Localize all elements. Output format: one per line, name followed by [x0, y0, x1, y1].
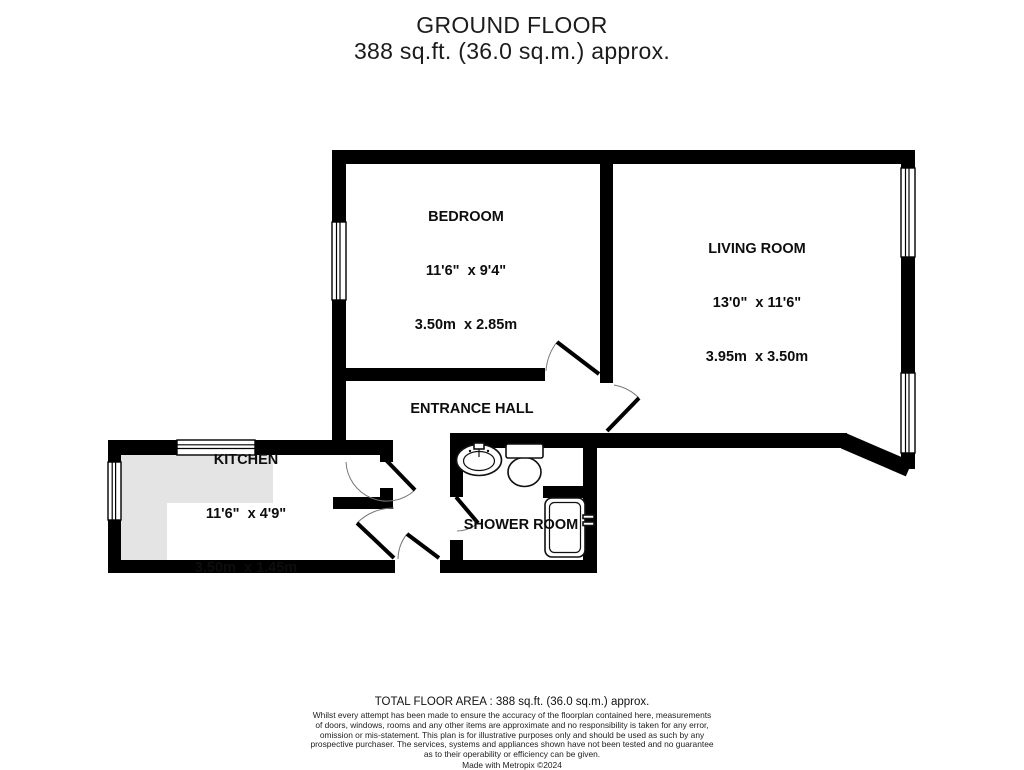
metropix-credit: Made with Metropix ©2024: [462, 759, 562, 770]
kitchen-window-left: [108, 462, 121, 520]
room-dims-metric: 3.50m x 1.45m: [194, 560, 298, 576]
room-name: LIVING ROOM: [708, 241, 806, 257]
room-dims-metric: 3.95m x 3.50m: [705, 349, 809, 365]
disclaimer-line: as to their operability or efficiency can be given.: [423, 749, 601, 760]
total-floor-area: TOTAL FLOOR AREA : 388 sq.ft. (36.0 sq.m.) approx.: [374, 696, 650, 708]
wall-segment: [332, 150, 346, 222]
room-name: ENTRANCE HALL: [410, 401, 534, 417]
room-dims-imperial: 11'6" x 9'4": [425, 263, 507, 279]
bedroom-window: [332, 222, 346, 300]
bedroom-door: [546, 342, 599, 374]
room-dims-imperial: 11'6" x 4'9": [205, 506, 287, 522]
shower-room-label: [464, 480, 578, 570]
disclaimer-line: of doors, windows, rooms and any other items are approximate and no responsibility is taken for any error,: [315, 719, 709, 730]
wall-segment-stub-post: [380, 488, 393, 509]
room-name: KITCHEN: [213, 452, 279, 468]
wall-segment-chamfer: [844, 441, 909, 469]
disclaimer-line: omission or mis-statement. This plan is for illustrative purposes only and should be used as such by any: [319, 729, 705, 740]
hall-door: [398, 534, 439, 559]
wall-segment-shower-left: [450, 540, 463, 573]
front-door: [357, 508, 394, 558]
living-room-window-lower: [901, 373, 915, 453]
wall-segment-kitchen-left: [108, 440, 121, 462]
living-room-label: [706, 204, 808, 402]
room-name: BEDROOM: [428, 209, 504, 225]
wall-segment-door-post: [380, 440, 393, 462]
kitchen-label: [195, 415, 297, 613]
room-name: SHOWER ROOM: [463, 517, 579, 533]
footer: [0, 696, 1024, 770]
living-room-window-upper: [901, 168, 915, 257]
floor-area-subtitle: 388 sq.ft. (36.0 sq.m.) approx.: [353, 38, 671, 64]
room-dims-metric: 3.50m x 2.85m: [414, 317, 518, 333]
living-room-door: [607, 385, 639, 431]
disclaimer-line: prospective purchaser. The services, systems and appliances shown have not been tested and no guarantee: [310, 739, 714, 750]
wall-segment: [901, 257, 915, 373]
floor-title: GROUND FLOOR: [416, 12, 608, 38]
disclaimer: [0, 711, 1024, 760]
wall-segment-room-divider: [600, 150, 613, 383]
disclaimer-line: Whilst every attempt has been made to ensure the accuracy of the floorplan contained here, measurements: [312, 710, 712, 720]
bedroom-label: [415, 172, 517, 370]
wall-segment: [901, 150, 915, 168]
room-dims-imperial: 13'0" x 11'6": [712, 295, 802, 311]
wall-segment: [332, 150, 915, 164]
entrance-hall-label: [410, 364, 533, 454]
